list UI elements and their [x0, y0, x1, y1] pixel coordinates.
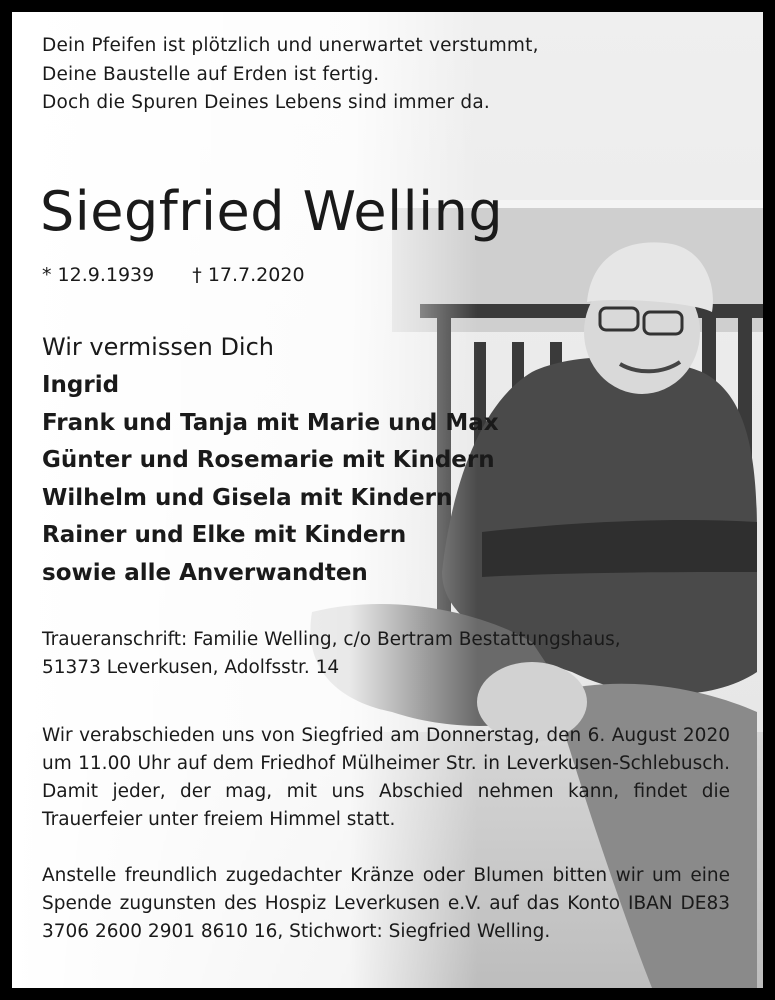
mourner: Frank und Tanja mit Marie und Max	[42, 409, 499, 436]
deceased-name: Siegfried Welling	[40, 180, 504, 243]
mourning-address	[42, 626, 621, 682]
mourner: Günter und Rosemarie mit Kindern	[42, 447, 495, 474]
verse-line: Doch die Spuren Deines Lebens sind immer da.	[42, 92, 490, 113]
mourner: Wilhelm und Gisela mit Kindern	[42, 484, 453, 511]
mourner: sowie alle Anverwandten	[42, 559, 368, 586]
donation-paragraph: Anstelle freundlich zugedachter Kränze oder Blumen bitten wir um eine Spende zugunsten des Hospiz Leverkusen e.V. auf das Konto IBAN DE83 3706 2600 2901 8610 16, Stichwort: Siegfried Welling.	[42, 865, 730, 942]
birth-date: * 12.9.1939	[42, 264, 155, 286]
farewell-paragraph: Wir verabschieden uns von Siegfried am Donnerstag, den 6. August 2020 um 11.00 Uhr auf dem Friedhof Mülheimer Str. in Leverkusen-Schlebusch. Damit jeder, der mag, mit uns Abschied nehmen kann, findet die Trauerfeier unter freiem Himmel statt.	[42, 725, 730, 830]
miss-line: Wir vermissen Dich	[42, 333, 274, 361]
death-date: † 17.7.2020	[192, 264, 305, 286]
verse-line: Dein Pfeifen ist plötzlich und unerwartet verstummt,	[42, 35, 539, 56]
life-dates	[42, 262, 305, 288]
address-line: Traueranschrift: Familie Welling, c/o Bertram Bestattungshaus,	[42, 629, 621, 650]
address-line: 51373 Leverkusen, Adolfsstr. 14	[42, 657, 340, 678]
verse-line: Deine Baustelle auf Erden ist fertig.	[42, 63, 380, 85]
memorial-verse	[42, 32, 539, 118]
mourners-list	[42, 367, 499, 593]
mourner: Ingrid	[42, 372, 120, 398]
mourner: Rainer und Elke mit Kindern	[42, 522, 407, 549]
